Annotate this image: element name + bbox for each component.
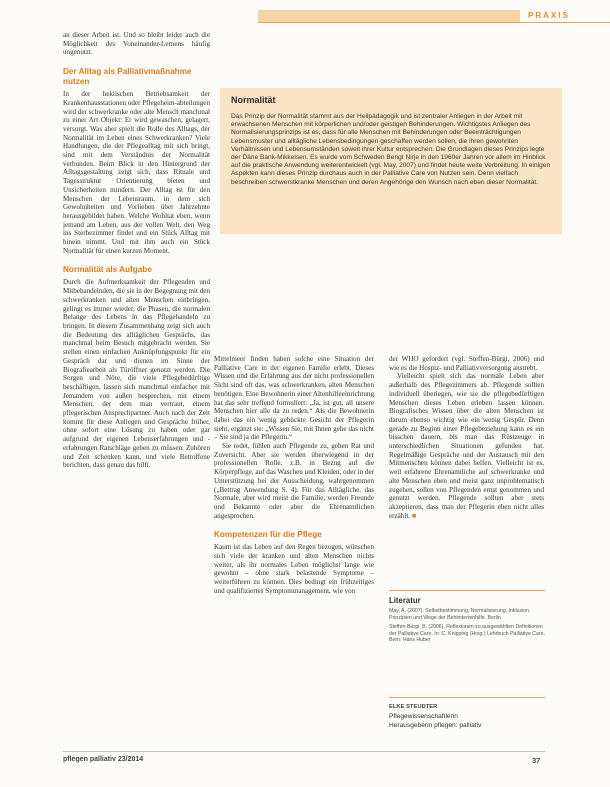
- paragraph-text: Vielleicht spielt sich das normale Leben aber außerhalb des Pflegezimmers ab. Pflegende sollten individuell überlegen, wie sie die pflegebedürftigen Menschen dieses Leben erleben lassen können. Biografisches Wissen über die alten Menschen ist darum ebenso wichtig wie ein wenig Gespür. Denn gerade zu Beginn einer Pflegebeziehung kann es ein bisschen dauern, bis man das Rüstzeuge in unterschiedlichen Situationen gefunden hat. Regelmäßige Gespräche und der Austausch mit den Mitmenschen können dabei helfen. Vielleicht ist es, weil erfahrene Ehrenamtliche auf schwerkranke und alte Menschen eben und meist ganz unproblematisch zugehen, sollen von Pflegenden ernst genommen und genutzt werden. Pflegende sollten aber stets akzeptieren, dass man der Pflegerin eben nicht alles erzählt.: [389, 372, 544, 520]
- author-box: [389, 704, 545, 731]
- header-bar: [0, 0, 610, 26]
- paragraph: In der hektischen Betriebsamkeit der Krankenhausstationen oder Pflegeheim-abteilungen wird der schwerkranke oder alte Mensch manchmal zu einer Art Objekt: Er wird gewaschen, gelagert, versorgt. Was aber spielt die Rolle des Alltags, der Normalität im Leben eines Schwerkranken? Viele Handlungen, die der Pflegealltag mit sich bringt, sind mit dem Verständnis der Normalität verbunden. Beim Blick in den Hintergrund der Alltagsgestaltung zeigt sich, dass Rituale und Tagesstruktur Orientierung bieten und Unsicherheiten mindern. Der Alltag ist für den Menschen der Lebensraum, in dem sich Gewohnheiten und Vorlieben über Jahrzehnte herausgebildet haben. Welche Wohltat eben, wenn jemand am Leben, aus der vollen Welt, den Weg ins Sterbezimmer findet und ein Stück Alltag mit hinein nimmt. Und mit ihm auch ein Stück Normalität für einen kurzen Moment.: [63, 90, 210, 255]
- author-role: Herausgeberin pflegen: palliativ: [389, 721, 482, 729]
- info-box-normalitaet: [220, 88, 562, 234]
- column-middle: [214, 355, 374, 596]
- literature-rule: [389, 590, 545, 591]
- subheading-alltag: Der Alltag als Palliativmaßnahme nutzen: [63, 67, 192, 87]
- literature-item: Steffen-Bürgi, B. (2006). Reflexionen zu ausgewählten Definitionen der Palliative Care. In: C. Knipping (Hrsg.) Lehrbuch Palliative Care. Bern: Hans Huber: [389, 624, 545, 644]
- literature-title: Literatur: [389, 596, 421, 605]
- header-accent-band: [258, 10, 520, 22]
- header-rule: [258, 22, 610, 23]
- paragraph: an dieser Arbeit ist. Und so bleibt leider auch die Möglichkeit des Voneinander-Lernens häufig ungenutzt.: [63, 31, 210, 57]
- subheading-kompetenzen: Kompetenzen für die Pflege: [214, 530, 322, 540]
- paragraph: Sie redet, fühlen auch Pflegende zu, gehen Rat und Zuversicht. Aber sie werden überwiegend in der professionellen Rolle, z.B. in Bezug auf die Körperpflege, auf das Waschen und Kleiden, oder in der Unterstützung bei der Ausscheidung, wahrgenommen („Bettrag Anwendung S. 4). Für das Alltägliche, das Normale, aber wird meist die Familie, werden Freunde und Bekannte oder aber die Ehrenamtlichen angesprochen.: [214, 442, 374, 520]
- paragraph: [389, 372, 544, 520]
- column-right: [389, 355, 544, 520]
- section-label: PRAXIS: [528, 11, 570, 20]
- author-role: Pflegewissenschaftlerin: [389, 713, 458, 720]
- literature-box: [389, 596, 545, 647]
- paragraph: Durch die Aufmerksamkeit der Pflegenden und Mitbehandelnden, die sie in der Begegnung mit den schwerkranken und alten Menschen einbringen, gelingt es immer wieder, die Phasen, die normalen Belange des Lebens in das Pflegehandeln zu bringen. In diesem Zusammenhang zeigt sich auch die Bedeutung des alltäglichen Gesprächs, das manchmal beim Besuch mitgebracht werden. Sie stellen einen einfachen Anknüpfungspunkt für ein Gespräch dar und dienen im Sinne der Biografiearbeit als Türöffner genutzt werden. Die Sorgen und Nöte, die viele Pflegebedürftige beschäftigen, lassen sich manchmal einfacher mit Jemandem von außen besprechen, mit einem Menschen, der dem man vertraut, einem pflegerischen Ansprechpartner. Auch nach der Zeit kommt für diese Anliegen und Gespräche früher, ohne sofort eine Lösung zu haben oder gar aufgrund der eigenen Lebenserfahrungen und -erfahrungen Ratschläge geben zu müssen. Zuhören und Zeit schenken kann, und viele Betroffene berichten, dass genau das hilft.: [63, 278, 210, 470]
- author-rule: [389, 697, 545, 698]
- page-number: 37: [532, 756, 541, 765]
- info-box-title: Normalität: [231, 95, 276, 105]
- paragraph: der WHO gefordert (vgl. Steffen-Bürgi, 2006) und wie es die Hospiz- und Palliativversorgung anstrebt.: [389, 355, 544, 372]
- paragraph: Mittelmeer finden haben solche eine Situation der Palliative Care in der eigenen Familie erlebt. Dieses Wissen und die Erfahrung aus der nicht professionellen Sicht sind oft das, was schwerkranken, alten Menschen benötigen. Eine Bewohnerin einer Altenhilfeeinrichtung hat das sehr treffend formuliert: „Ja, ist gut, all unsere Menschen hier alle da zu reden.“ Als die Bewohnerin dabei das ein wenig gebückte Gesicht der Pflegerin sieht, ergänzt sie: „Wissen Sie, mit Ihnen gehe das nicht – Sie sind ja die Pflegerin.“: [214, 355, 374, 442]
- paragraph: Kaum ist das Leben auf den Regen bezogen, wünschen sich viele der kranken und alten Menschen nichts weiter, als ihr normales Leben möglichst lange wie gewohnt – ohne stark belastende Symptome – weiterführen zu können. Dies bedingt ein frühzeitiges und qualifiziertes Symptommanagement, wie von: [214, 543, 374, 595]
- author-name: ELKE STEUDTER: [389, 704, 438, 710]
- literature-item: May, A. (2007). Selbstbestimmung, Normalisierung, Inklusion. Prinzipien und Wege der Behindertenhilfe. Berlin: [389, 608, 531, 621]
- subheading-normalitaet-aufgabe: Normalität als Aufgabe: [63, 265, 152, 275]
- end-mark: ■: [411, 511, 417, 520]
- footer-rule: [63, 751, 545, 752]
- info-box-text: Das Prinzip der Normalität stammt aus der Heilpädagogik und ist zentraler Anliegen in der Arbeit mit erwachsenen Menschen mit körperlichen und/oder geistigen Behinderungen. Wichtigstes Anliegen des Normalisierungsprinzips ist es, dass für alle Menschen mit Behinderungen oder Beeinträchtigungen Lebensmuster und alltägliche Lebensbedingungen geschaffen werden sollen, die ihren gewohnten Verhältnissen und Lebensumständen soweit ihrer Kultur entsprechen. Die Grundlagen dieses Prinzips legte der Däne Bank-Mikkelsen. Es wurde vom Schweden Bengt Nirje in den 1960er Jahren vor allem im Hinblick auf die praktische Anwendung weiterentwickelt (vgl. May, 2007) und findet heute weite Verbreitung. In einigen Aspekten kann dieses Prinzip durchaus auch in der Palliative Care von Nutzen sein. Denn vielfach beschreiben schwerstkranke Menschen und deren Angehörige den Wunsch nach eben dieser Normalität.: [231, 113, 551, 186]
- column-left: [63, 31, 210, 741]
- footer-journal: pflegen palliativ 23/2014: [63, 756, 144, 763]
